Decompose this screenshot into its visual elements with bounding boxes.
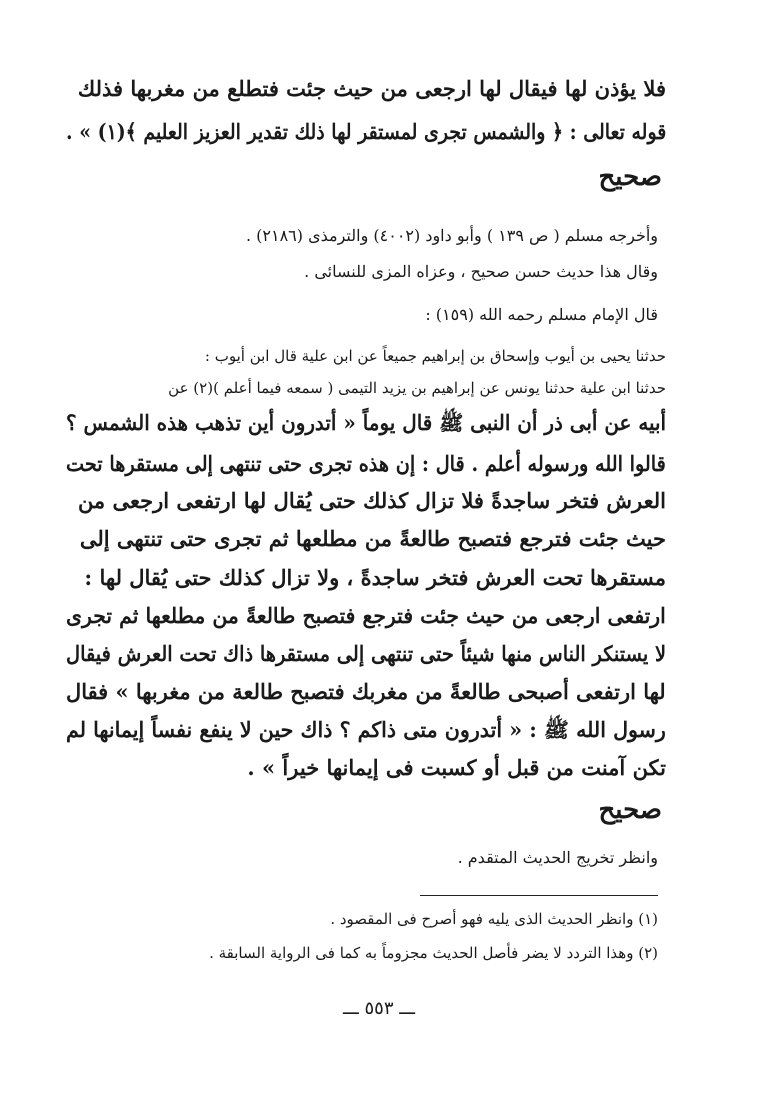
matn-line: مستقرها تحت العرش فتخر ساجدةً ، ولا تزال كذلك حتى يُقال لها : (84, 565, 666, 590)
imam-heading: قال الإمام مسلم رحمه الله (١٥٩) : (425, 305, 658, 324)
footnote-separator (420, 895, 658, 896)
footnote: (٢) وهذا التردد لا يضر فأصل الحديث مجزوماً به كما فى الرواية السابقة . (209, 944, 658, 962)
matn-line: رسول الله ﷺ : « أتدرون متى ذاكم ؟ ذاك حين لا ينفع نفساً إيمانها لم (66, 717, 666, 742)
matn-line: حيث جئت فترجع فتصبح طالعةً من مطلعها ثم تجرى حتى تنتهى إلى (79, 526, 666, 551)
matn-line: تكن آمنت من قبل أو كسبت فى إيمانها خيراً » . (247, 755, 666, 780)
hadith-text-line: فلا يؤذن لها فيقال لها ارجعى من حيث جئت فتطلع من مغربها فذلك (77, 76, 666, 101)
page-number: ـــ ٥٥٣ ـــ (342, 998, 416, 1019)
hadith-text-line: قوله تعالى : ﴿ والشمس تجرى لمستقر لها ذلك تقدير العزيز العليم ﴾(١) » . (65, 119, 667, 144)
matn-line: العرش فتخر ساجدةً فلا تزال كذلك حتى يُقال لها ارتفعى ارجعى من (77, 488, 666, 513)
matn-line: لا يستنكر الناس منها شيئاً حتى تنتهى إلى مستقرها ذاك تحت العرش فيقال (65, 641, 666, 666)
matn-line: ارتفعى ارجعى من حيث جئت فترجع فتصبح طالعةً من مطلعها ثم تجرى (66, 603, 666, 628)
matn-line: لها ارتفعى أصبحى طالعةً من مغربك فتصبح طالعة من مغربها » فقال (66, 679, 666, 704)
isnad-line: أبيه عن أبى ذر أن النبى ﷺ قال يوماً « أتدرون أين تذهب هذه الشمس ؟ (65, 410, 666, 435)
takhrij-line: وأخرجه مسلم ( ص ١٣٩ ) وأبو داود (٤٠٠٢) والترمذى (٢١٨٦) . (245, 226, 658, 245)
isnad-line: حدثنا ابن علية حدثنا يونس عن إبراهيم بن يزيد التيمى ( سمعه فيما أعلم )(٢) عن (168, 379, 666, 397)
isnad-line: حدثنا يحيى بن أيوب وإسحاق بن إبراهيم جميعاً عن ابن علية قال ابن أيوب : (204, 347, 666, 365)
isnad-line: قالوا الله ورسوله أعلم . قال : إن هذه تجرى حتى تنتهى إلى مستقرها تحت (66, 451, 666, 476)
grade-label: صحيح (598, 795, 662, 825)
takhrij-line: وقال هذا حديث حسن صحيح ، وعزاه المزى للنسائى . (304, 262, 658, 281)
grade-label: صحيح (598, 162, 662, 192)
footnote: (١) وانظر الحديث الذى يليه فهو أصرح فى المقصود . (330, 910, 658, 928)
see-also-note: وانظر تخريج الحديث المتقدم . (457, 848, 658, 867)
